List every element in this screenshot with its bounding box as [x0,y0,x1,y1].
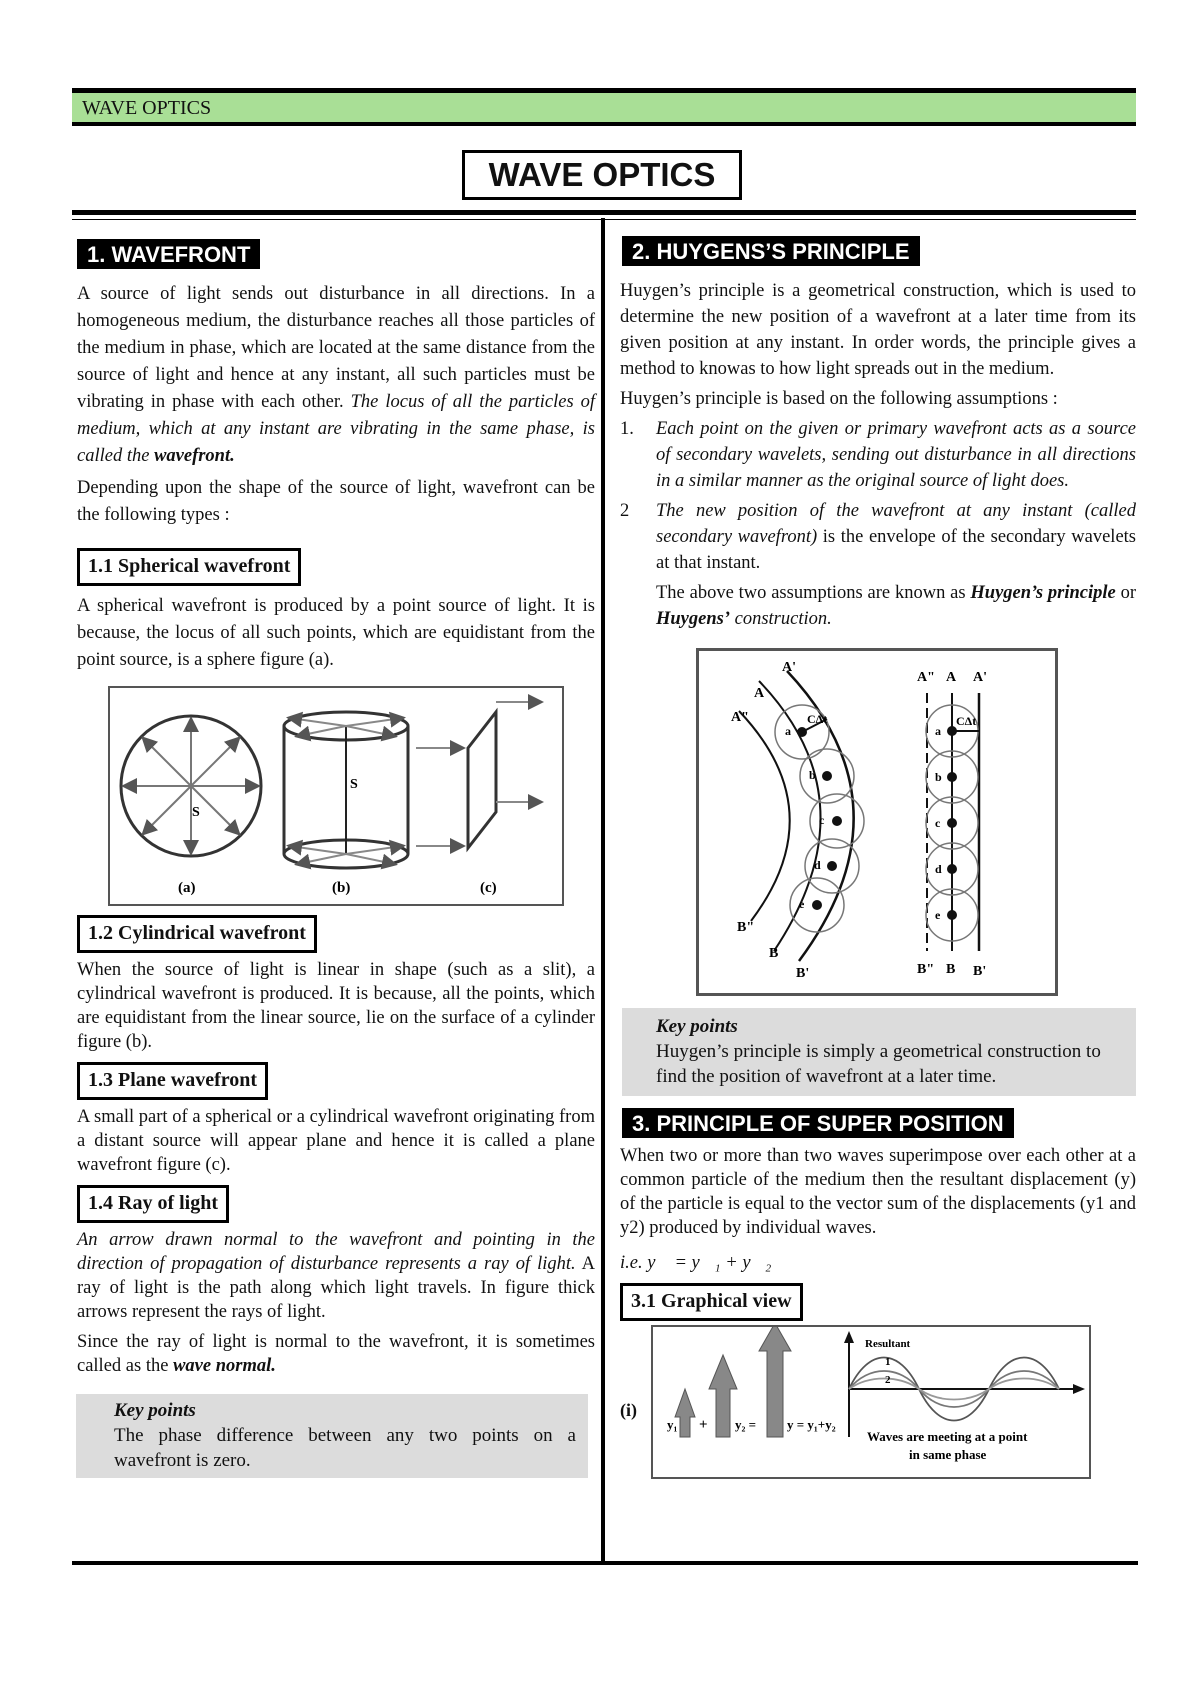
footer-rule [72,1561,1138,1565]
page-title: WAVE OPTICS [462,150,742,200]
left-label-a-double-prime: A" [731,710,749,725]
right-label-b-double-prime: B" [917,962,935,977]
label-y1: y₁ [667,1417,678,1432]
right-point-c: c [935,816,941,830]
label-b: (b) [332,880,351,896]
graph-caption-1: Waves are meeting at a point [867,1429,1028,1444]
right-label-a-double-prime: A" [917,670,935,685]
huygens-assumptions-intro: Huygen’s principle is based on the following assumptions : [620,389,1058,409]
huygens-diagram [699,651,1055,993]
wavefront-types-diagram [110,688,562,904]
spherical-text: A spherical wavefront is produced by a point source of light. It is because, the locus of all such points, which are equidistant from the point source, is a sphere figure (a). [77,596,595,670]
keypoints-box-2 [622,1008,1136,1096]
keypoints-text: The phase difference between any two points on a wavefront is zero. [114,1425,576,1471]
cylindrical-text: When the source of light is linear in shape (such as a slit), a cylindrical wavefront is produced. It is because, all the points, which are equidistant from the linear source, lie on the surface of a cylinder figure (b). [77,960,595,1052]
wavefront-intro: A source of light sends out disturbance in all directions. In a homogeneous medium, the disturbance reaches all those particles of the medium in phase, which are located at the same distance from the source of light and hence at any instant, all such particles must be vibrating in phase with each other. [77,284,595,412]
huygens-assumptions [620,416,1136,632]
subsection-1-1-heading: 1.1 Spherical wavefront [77,548,301,586]
ray-of-light-text [77,1228,595,1378]
huygens-intro: Huygen’s principle is a geometrical construction, which is used to determine the new position of a wavefront at a later time from its given position at any instant. In order words, the principle gives a method to knowas to how light spreads out in the medium. [620,281,1136,379]
assumption-2-number: 2 [620,501,630,521]
left-point-d: d [814,858,821,872]
plane-wavefront [468,712,496,848]
plane-rays [416,702,540,846]
plane-text: A small part of a spherical or a cylindrical wavefront originating from a distant source will appear plane and hence it is called a plane wavefront figure (c). [77,1107,595,1175]
wavefront-types-intro: Depending upon the shape of the source of light, wavefront can be the following types : [77,478,595,525]
known-mid: or [1115,583,1136,603]
ray-definition: An arrow drawn normal to the wavefront and pointing in the direction of propagation of disturbance represents a ray of light. [77,1230,595,1274]
label-y2: y₂ = [735,1417,757,1432]
superposition-equation: i.e. y⃗ = y⃗₁ + y⃗₂ [620,1253,772,1273]
left-label-a: A [754,686,765,701]
left-label-a-prime: A' [782,660,796,675]
ray-description: A ray of light is the path along which light travels. In figure thick arrows represent the rays of light. [77,1254,596,1322]
superposition-figure [651,1325,1091,1479]
definition-term: wavefront. [154,446,235,466]
section-1-body [77,281,595,529]
keypoints-box-1 [76,1394,588,1478]
subsection-1-4-heading: 1.4 Ray of light [77,1185,229,1223]
graph-caption-2: in same phase [909,1447,987,1462]
label-wave-1: 1 [885,1356,891,1368]
left-point-a: a [785,724,791,738]
known-pre: The above two assumptions are known as [656,583,971,603]
section-1-heading: 1. WAVEFRONT [77,239,260,269]
subsection-3-1-heading: 3.1 Graphical view [620,1283,803,1321]
left-point-b: b [809,768,816,782]
assumption-2 [620,498,1136,576]
subsection-1-3-heading: 1.3 Plane wavefront [77,1062,268,1100]
known-end: construction. [730,609,832,629]
chapter-bar [72,88,1136,126]
wavefront-types-figure [108,686,564,906]
column-divider [601,218,605,1565]
right-label-a: A [946,670,957,685]
label-wave-2: 2 [885,1374,891,1386]
right-cdt-label: CΔt [956,714,977,728]
right-point-e: e [935,908,941,922]
section-3-heading: 3. PRINCIPLE OF SUPER POSITION [622,1108,1014,1138]
right-point-a: a [935,724,941,738]
spherical-rays [125,720,257,852]
right-point-d: d [935,862,942,876]
wave-normal-text [77,1330,595,1378]
vector-arrows [675,1327,791,1437]
huygens-known-as [620,580,1136,632]
known-term-2: Huygens’ [656,609,730,629]
left-cdt-label: CΔt [807,712,828,726]
assumption-1-number: 1. [620,419,634,439]
right-label-b-prime: B' [973,964,987,979]
assumption-1 [620,416,1136,494]
label-c: (c) [480,880,497,896]
label-a: (a) [178,880,196,896]
wave-normal-term: wave normal. [173,1356,276,1376]
label-resultant: Resultant [865,1338,911,1350]
label-s-cylinder: S [350,777,358,792]
huygens-figure [696,648,1058,996]
label-plus: + [699,1417,708,1433]
left-point-c: c [819,813,825,827]
left-label-b-prime: B' [796,966,810,981]
keypoints-text-2: Huygen’s principle is simply a geometrical construction to find the position of wavefront at a later time. [656,1041,1101,1087]
superposition-text: When two or more than two waves superimpose over each other at a common particle of the medium then the resultant displacement (y) of the particle is equal to the vector sum of the displacements (y1 and y2) produced by individual waves. [620,1146,1136,1238]
assumption-2-italic: The new position of the wavefront at any instant (called secondary wavefront) [656,501,1136,547]
keypoints-title: Key points [114,1400,196,1421]
section-2-heading: 2. HUYGENS’S PRINCIPLE [622,236,920,266]
known-term-1: Huygen’s principle [970,583,1116,603]
left-point-e: e [799,897,805,911]
left-label-b-double-prime: B" [737,920,755,935]
right-point-b: b [935,770,942,784]
assumption-2-text: is the envelope of the secondary wavelets at that instant. [656,527,1136,573]
label-sum: y = y₁+y₂ [787,1417,836,1432]
subsection-1-2-heading: 1.2 Cylindrical wavefront [77,915,317,953]
left-label-b: B [769,946,779,961]
assumption-1-text: Each point on the given or primary wavefront acts as a source of secondary wavelets, sending out disturbance in all directions in a similar manner as the original source of light does. [656,419,1136,491]
keypoints-title-2: Key points [656,1016,738,1037]
wave-normal-pre: Since the ray of light is normal to the wavefront, it is sometimes called as the [77,1332,595,1376]
superposition-diagram [653,1327,1089,1477]
right-label-b: B [946,962,956,977]
graph-label-i: (i) [620,1400,637,1420]
label-s-sphere: S [192,805,200,820]
chapter-label: WAVE OPTICS [82,97,212,119]
title-rule [72,210,1136,215]
right-label-a-prime: A' [973,670,987,685]
definition-text: The locus of all the particles of medium, which at any instant are vibrating in the same phase, is called the [77,392,596,466]
